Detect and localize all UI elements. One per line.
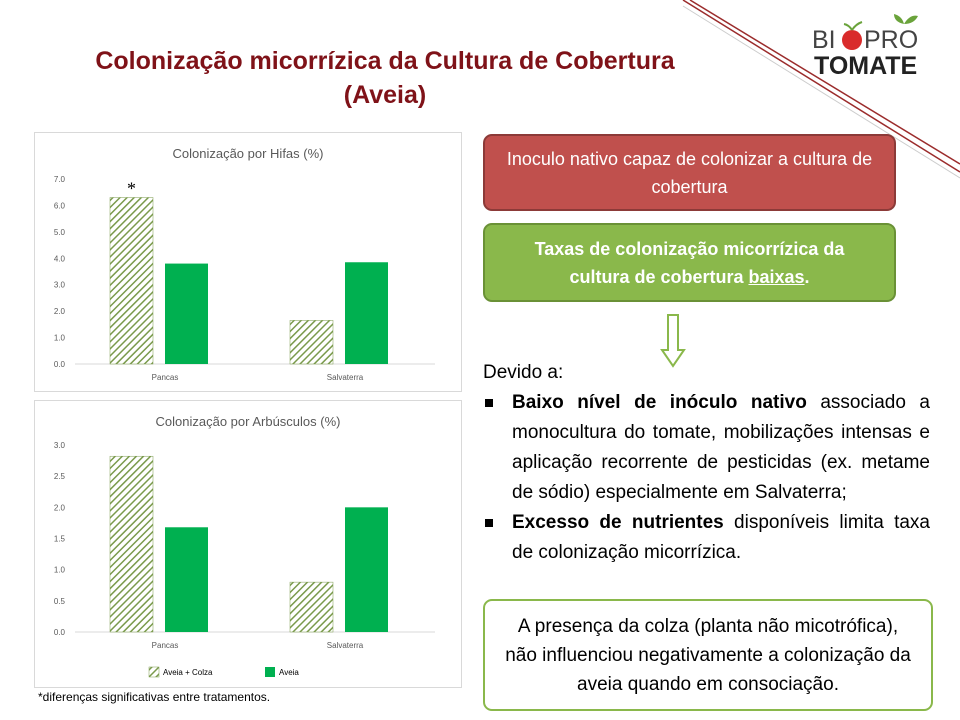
y-tick-label: 7.0 [53,175,65,184]
biopro-tomate-logo [808,10,938,80]
logo-text-bi: BI [812,26,836,54]
y-tick-label: 1.0 [53,333,65,343]
bar-aveia-pancas [165,264,208,364]
bar-aveia-colza-pancas [110,456,153,632]
y-tick-label: 4.0 [53,254,65,264]
y-tick-label: 0.5 [53,596,65,606]
low-underlined-word: baixas [748,266,805,287]
chart-title: Colonização por Arbúsculos (%) [155,414,341,429]
y-tick-label: 2.0 [53,307,65,317]
reasons-lead: Devido a: [483,362,564,383]
y-tick-label: 0.0 [53,360,65,369]
legend-swatch-aveia-colza [149,667,159,677]
logo-text-tomate: TOMATE [814,52,918,80]
bar-aveia-salvaterra [345,507,388,632]
reasons-list [483,358,930,568]
bar-aveia-colza-salvaterra [290,320,333,364]
title-line-2: (Aveia) [343,81,427,109]
legend-label-aveia: Aveia [279,668,299,677]
footnote: *diferenças significativas entre tratamentos. [38,690,271,704]
reason-item: Baixo nível de inóculo nativo associado a monocultura do tomate, mobilizações intensas e aplicação recorrente de pesticidas (ex. metame de sódio) especialmente em Salvaterra; [483,388,930,508]
logo-text-pro: PRO [864,26,919,54]
chart-title: Colonização por Hifas (%) [172,146,324,161]
reason-item: Excesso de nutrientes disponíveis limita taxa de colonização micorrízica. [483,508,930,568]
y-tick-label: 2.0 [53,503,65,513]
x-tick-label: Salvaterra [326,373,364,382]
native-inoculum-box [483,134,896,211]
bar-aveia-pancas [165,527,208,632]
x-tick-label: Pancas [151,641,179,650]
title-line-1: Colonização micorrízica da Cultura de Cobertura [95,47,675,75]
y-tick-label: 1.5 [53,534,65,544]
y-tick-label: 2.5 [53,472,65,482]
significance-asterisk: * [127,178,136,199]
low-colonization-box [483,223,896,302]
y-tick-label: 0.0 [53,628,65,637]
legend-swatch-aveia [265,667,275,677]
bar-aveia-colza-salvaterra [290,582,333,632]
y-tick-label: 5.0 [53,227,65,237]
tomato-icon [842,30,862,50]
y-tick-label: 6.0 [53,201,65,211]
bullet-square-icon [485,519,493,527]
hifas-chart [34,132,462,392]
y-tick-label: 1.0 [53,565,65,575]
slide-title [40,44,730,112]
arbusculos-chart [34,400,462,688]
native-inoculum-text: Inoculo nativo capaz de colonizar a cultura de cobertura [506,148,873,197]
conclusion-text: A presença da colza (planta não micotrófica), não influenciou negativamente a colonização da aveia quando em consociação. [505,615,911,695]
low-colonization-text: Taxas de colonização micorrízica da cultura de cobertura baixas. [534,238,845,287]
bar-aveia-salvaterra [345,262,388,364]
conclusion-box [483,599,933,711]
x-tick-label: Pancas [151,373,179,382]
x-tick-label: Salvaterra [326,641,364,650]
y-tick-label: 3.0 [53,280,65,290]
y-tick-label: 3.0 [53,441,65,450]
bar-aveia-colza-pancas [110,198,153,365]
bullet-square-icon [485,399,493,407]
legend-label-aveia-colza: Aveia + Colza [163,668,213,677]
